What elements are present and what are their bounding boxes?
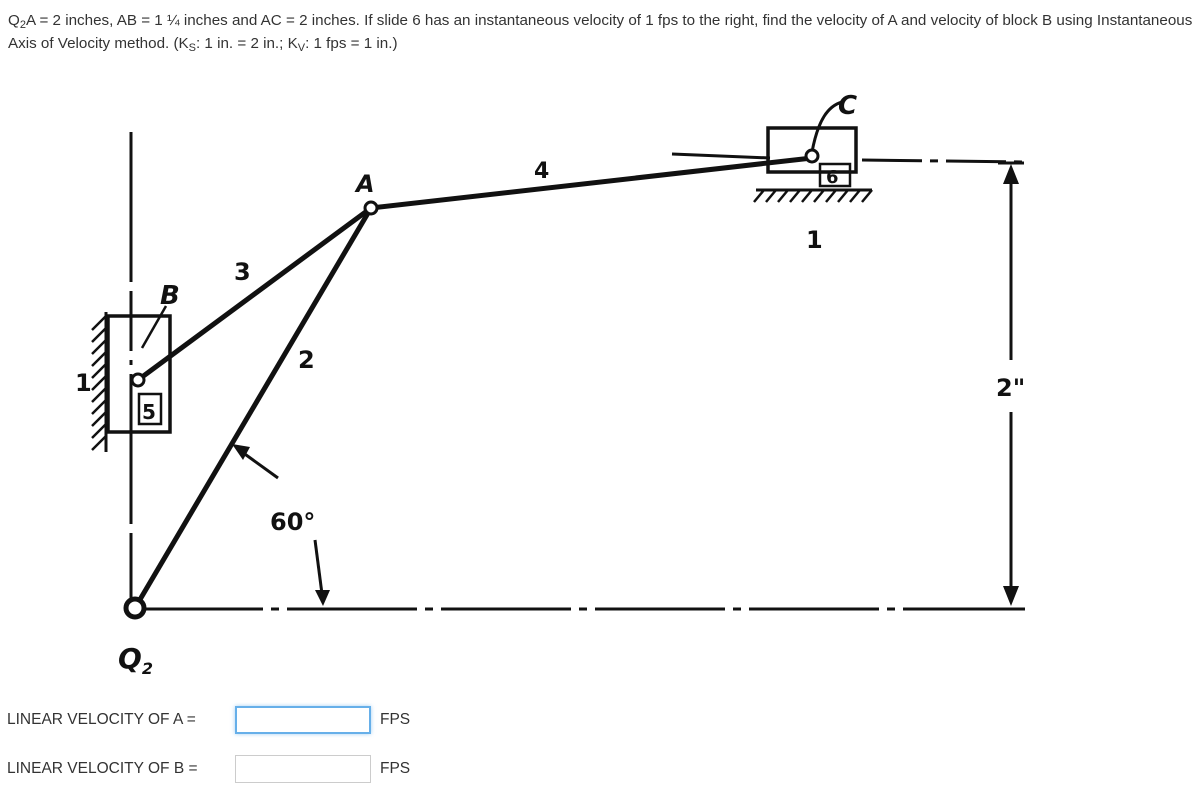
dimension-arrow-bottom	[1003, 586, 1019, 606]
velocity-b-input[interactable]	[235, 755, 371, 783]
label-b: B	[160, 281, 180, 311]
angle-arrowhead-lower	[315, 590, 330, 606]
label-a: A	[356, 170, 375, 198]
velocity-b-label: LINEAR VELOCITY OF B =	[7, 760, 198, 777]
label-link-1-top: 1	[806, 226, 823, 254]
joint-q2	[126, 599, 144, 617]
label-q	[118, 642, 153, 678]
label-link-3: 3	[234, 258, 251, 286]
label-slider-5: 5	[142, 400, 156, 424]
slider6-guide-line	[672, 154, 770, 158]
dimension-arrow-top	[1003, 164, 1019, 184]
velocity-b-unit: FPS	[380, 760, 411, 777]
left-ground-hatching	[92, 316, 106, 450]
label-c: C	[838, 91, 858, 121]
joint-c	[806, 150, 818, 162]
right-ground-hatching	[754, 190, 872, 202]
joint-b	[132, 374, 144, 386]
velocity-a-label: LINEAR VELOCITY OF A =	[7, 711, 196, 728]
answer-row-a	[7, 704, 410, 736]
velocity-a-input[interactable]	[235, 706, 371, 734]
question-sub-2: 2	[19, 19, 26, 31]
question-part-2: A = 2 inches, AB = 1 ¼ inches and AC = 2 inches. If slide 6 has an instantaneous velocity of 1 fps to the right, find the velocity of A and velocity of block B using Instantaneous Axis of Velocity method. (K	[8, 12, 1193, 52]
label-q-sub: 2	[141, 659, 153, 678]
question-part-3: : 1 in. = 2 in.; K	[195, 35, 298, 52]
label-angle: 60°	[270, 508, 316, 536]
velocity-a-unit: FPS	[380, 711, 411, 728]
label-q-main: Q	[118, 642, 142, 675]
question-part-4: : 1 fps = 1 in.)	[305, 35, 398, 52]
label-slider-6: 6	[826, 167, 839, 188]
link-4	[371, 158, 812, 208]
label-dimension: 2"	[996, 374, 1026, 402]
question-part-1: Q	[8, 12, 20, 29]
question-sub-v: V	[297, 42, 306, 54]
question-sub-s: S	[188, 42, 196, 54]
label-link-1-left: 1	[75, 369, 92, 397]
angle-arrow-lower	[315, 540, 322, 594]
label-link-2: 2	[298, 346, 315, 374]
angle-arrow-upper	[242, 452, 278, 478]
answer-row-b	[7, 753, 410, 785]
label-link-4: 4	[534, 159, 550, 184]
joint-a	[365, 202, 377, 214]
b-leader-line	[142, 306, 166, 348]
